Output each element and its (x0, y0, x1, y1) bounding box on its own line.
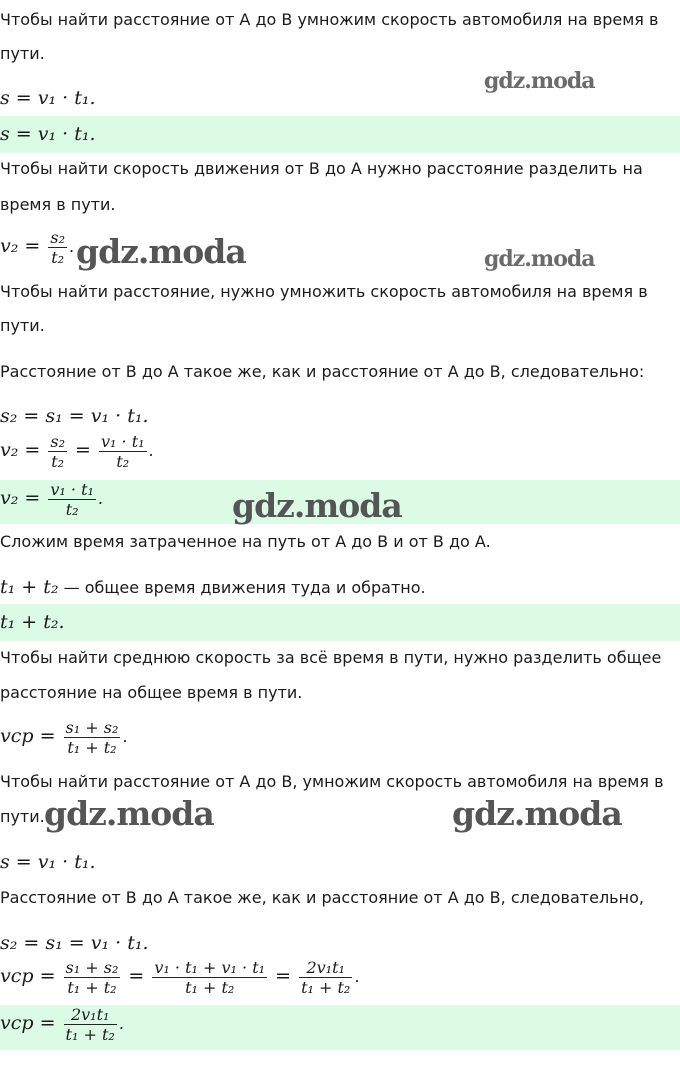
text-line: Чтобы найти среднюю скорость за всё время в пути, нужно разделить общее (0, 648, 662, 667)
formula-text: s = v₁ · t₁. (0, 123, 96, 145)
formula-lhs: v₂ = (0, 235, 47, 257)
formula-4 (0, 398, 680, 435)
text-line: время в пути. (0, 195, 116, 214)
fraction: $\frac{\text{s₁ + s₂}}{\text{t₁ + t₂}}$ (65, 718, 119, 757)
answer-2: v₂ = $\frac{\text{v₁ · t₁}}{\text{t₂}}$ . (0, 480, 680, 524)
formula-5: v₂ = $\frac{\text{s₂}}{\text{t₂}}$ = $\frac{\text{v₁ · t₁}}{\text{t₂}}$ . (0, 432, 154, 471)
formula-text: s₂ = s₁ = v₁ · t₁. (0, 405, 149, 427)
paragraph-1 (0, 2, 680, 38)
watermark: gdz.moda (484, 246, 595, 272)
formula-10 (0, 844, 680, 881)
watermark: gdz.moda (44, 794, 214, 833)
paragraph-6-cont (0, 675, 680, 711)
text-line: Чтобы найти расстояние от A до B умножим скорость автомобиля на время в (0, 10, 659, 29)
text-line: Чтобы найти скорость движения от B до A нужно расстояние разделить на (0, 159, 643, 178)
fraction: $\frac{\text{s₂}}{\text{t₂}}$ (50, 228, 65, 267)
answer-1 (0, 116, 680, 153)
fraction: $\frac{\text{2v₁t₁}}{\text{t₁ + t₂}}$ (301, 958, 351, 997)
paragraph-3 (0, 274, 680, 310)
text-line: Расстояние от B до A такое же, как и расстояние от A до B, следовательно: (0, 362, 645, 381)
answer-4: vср = $\frac{\text{2v₁t₁}}{\text{t₁ + t₂}}$ . (0, 1005, 680, 1050)
text-line: Чтобы найти расстояние, нужно умножить скорость автомобиля на время в (0, 282, 648, 301)
fraction: $\frac{\text{s₁ + s₂}}{\text{t₁ + t₂}}$ (65, 958, 119, 997)
answer-3 (0, 604, 680, 641)
paragraph-2 (0, 151, 680, 187)
formula-text: t₁ + t₂. (0, 611, 65, 633)
text-line: Расстояние от B до A такое же, как и расстояние от A до B, следовательно, (0, 888, 644, 907)
fraction: $\frac{\text{v₁ · t₁}}{\text{t₂}}$ (50, 480, 94, 519)
text-line: пути. (0, 44, 45, 63)
watermark: gdz.moda (484, 68, 595, 94)
paragraph-5 (0, 524, 680, 560)
watermark: gdz.moda (232, 486, 402, 525)
text-line: Сложим время затраченное на путь от A до B и от B до A. (0, 532, 491, 551)
paragraph-8 (0, 880, 680, 916)
paragraph-1-cont (0, 36, 680, 72)
formula-9: vср = $\frac{\text{s₁ + s₂}}{\text{t₁ + t₂}}$ . (0, 718, 128, 757)
paragraph-3-cont (0, 308, 680, 344)
watermark: gdz.moda (76, 232, 246, 271)
formula-11 (0, 925, 680, 962)
watermark: gdz.moda (452, 794, 622, 833)
formula-text: s = v₁ · t₁. (0, 87, 96, 109)
fraction: $\frac{\text{s₂}}{\text{t₂}}$ (50, 432, 65, 471)
fraction: $\frac{\text{v₁ · t₁ + v₁ · t₁}}{\text{t₁ + t₂}}$ (154, 958, 266, 997)
paragraph-6 (0, 640, 680, 676)
text-line: — общее время движения туда и обратно. (63, 578, 426, 597)
formula-3: v₂ = $\frac{\text{s₂}}{\text{t₂}}$ . (0, 228, 75, 267)
fraction: $\frac{\text{2v₁t₁}}{\text{t₁ + t₂}}$ (65, 1005, 115, 1044)
fraction: $\frac{\text{v₁ · t₁}}{\text{t₂}}$ (100, 432, 145, 471)
formula-text: s = v₁ · t₁. (0, 851, 96, 873)
text-line: пути. (0, 316, 45, 335)
paragraph-2-cont (0, 187, 680, 223)
formula-7-line (0, 569, 680, 606)
text-line: пути. (0, 807, 45, 826)
paragraph-4 (0, 354, 680, 390)
formula-text: t₁ + t₂ (0, 576, 59, 598)
text-line: Чтобы найти расстояние от A до B, умножим скорость автомобиля на время в (0, 772, 664, 791)
formula-text: s₂ = s₁ = v₁ · t₁. (0, 932, 149, 954)
text-line: расстояние на общее время в пути. (0, 683, 303, 702)
formula-12: vср = $\frac{\text{s₁ + s₂}}{\text{t₁ + t₂}}$ = $\frac{\text{v₁ · t₁ + v₁ · t₁}}{\text{t₁ + t₂}}$ = $\frac{\text{2v₁t₁}}{\text{t₁ + t₂}}$ . (0, 958, 360, 997)
